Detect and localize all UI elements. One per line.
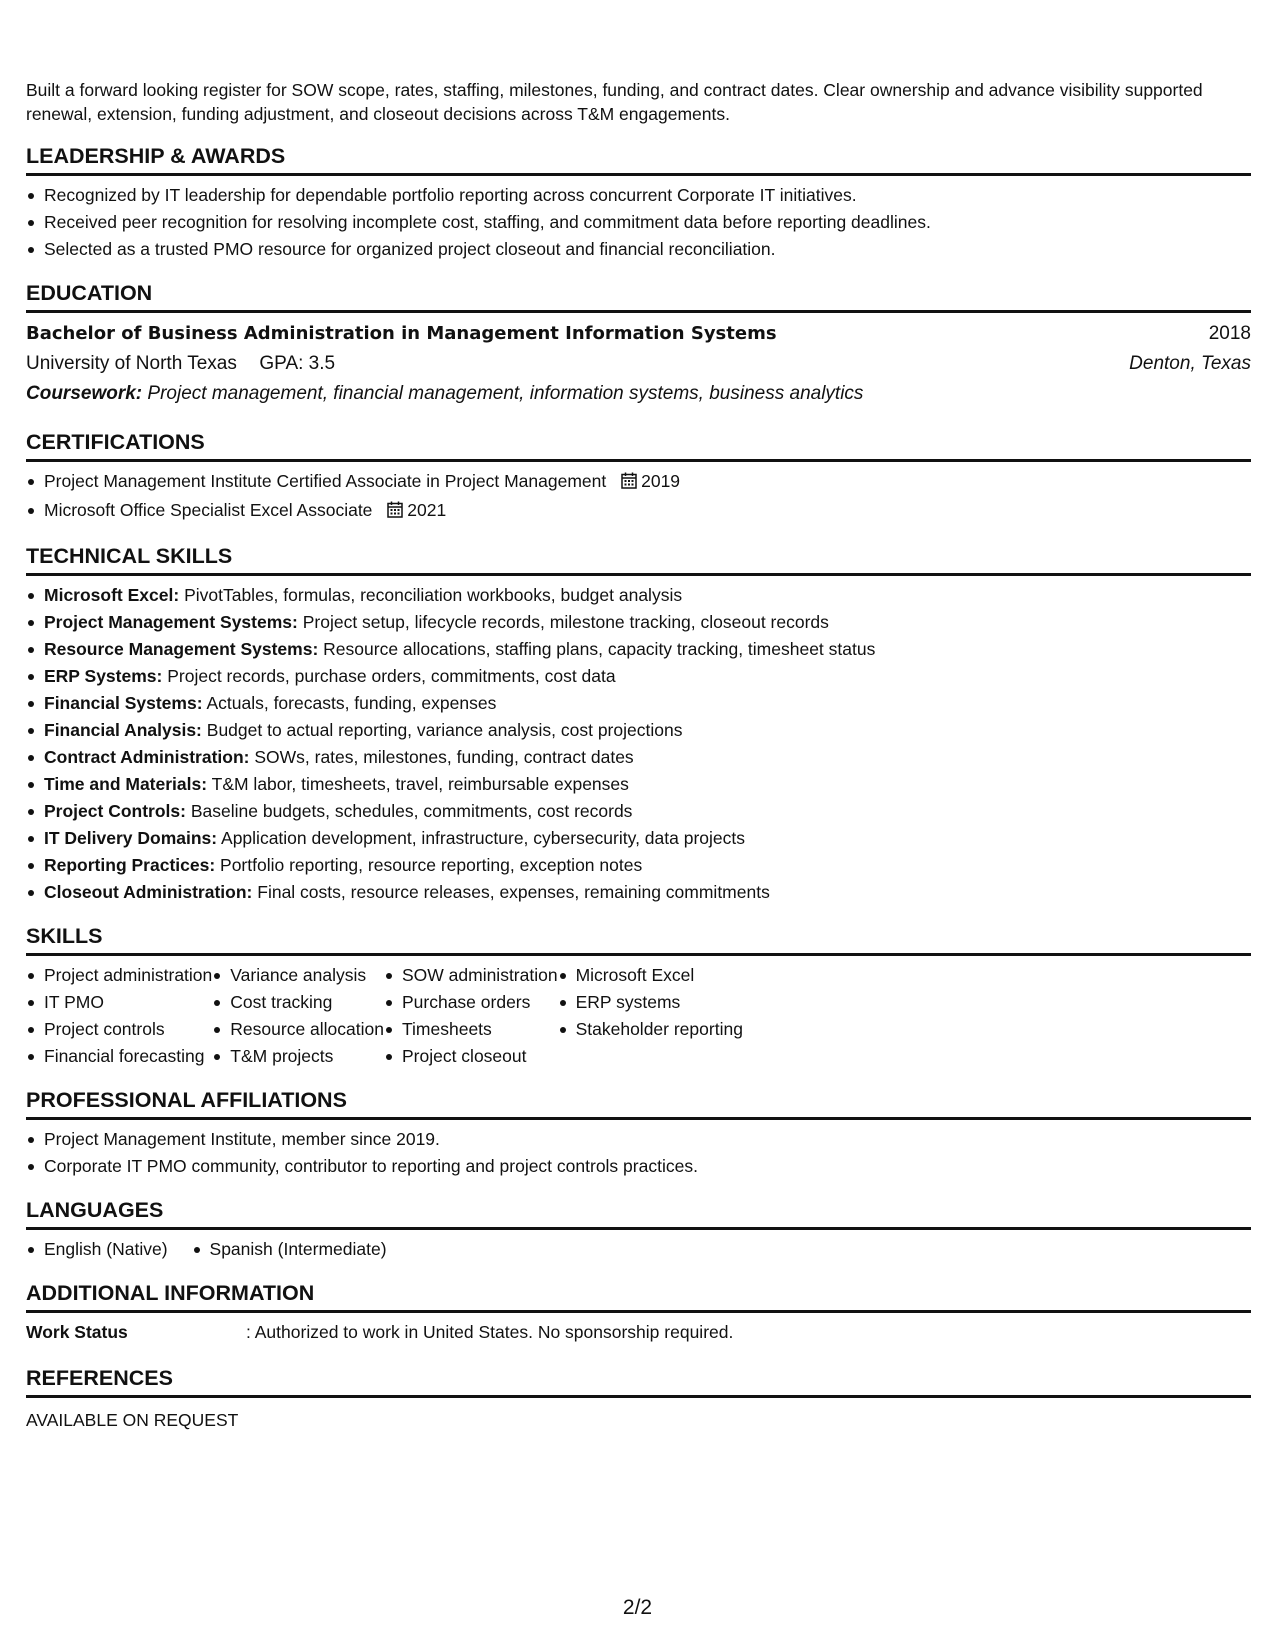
skills-grid (26, 962, 1251, 1070)
school-name: University of North Texas (26, 353, 237, 374)
list-item: English (Native) (26, 1236, 168, 1263)
list-item: Stakeholder reporting (558, 1016, 743, 1043)
section-heading: SKILLS (26, 923, 1251, 956)
list-item (26, 663, 1251, 690)
school-location: Denton, Texas (1129, 353, 1251, 374)
calendar-icon (387, 499, 403, 526)
skill-label: Project Controls: (44, 801, 186, 821)
graduation-year: 2018 (1208, 323, 1251, 344)
list-item: Cost tracking (212, 989, 384, 1016)
section-heading: TECHNICAL SKILLS (26, 543, 1251, 576)
calendar-icon (621, 470, 637, 497)
list-item: Financial forecasting (26, 1043, 212, 1070)
list-item: Corporate IT PMO community, contributor to reporting and project controls practices. (26, 1153, 1251, 1180)
skill-label: Contract Administration: (44, 747, 250, 767)
languages-list (26, 1236, 1251, 1263)
skill-label: Time and Materials: (44, 774, 208, 794)
list-item (26, 852, 1251, 879)
list-item: ERP systems (558, 989, 743, 1016)
coursework-label: Coursework: (26, 383, 143, 404)
list-item: Project administration (26, 962, 212, 989)
work-status-row (26, 1319, 1251, 1345)
section-heading: PROFESSIONAL AFFILIATIONS (26, 1087, 1251, 1120)
list-item (26, 771, 1251, 798)
coursework-text: Project management, financial management, information systems, business analytics (147, 383, 864, 404)
skill-label: Resource Management Systems: (44, 639, 319, 659)
certification-name: Microsoft Office Specialist Excel Associate (44, 500, 373, 520)
list-item (26, 690, 1251, 717)
certification-name: Project Management Institute Certified Associate in Project Management (44, 471, 607, 491)
list-item: IT PMO (26, 989, 212, 1016)
skill-text: Resource allocations, staffing plans, capacity tracking, timesheet status (323, 639, 876, 659)
list-item (26, 497, 1251, 526)
section-heading: CERTIFICATIONS (26, 429, 1251, 462)
technical-skills-list (26, 582, 1251, 906)
skills-column (558, 962, 743, 1070)
skill-label: Reporting Practices: (44, 855, 216, 875)
technical-skills-section (26, 543, 1251, 906)
list-item: Project controls (26, 1016, 212, 1043)
list-item (26, 798, 1251, 825)
list-item: Microsoft Excel (558, 962, 743, 989)
list-item (26, 468, 1251, 497)
section-heading: ADDITIONAL INFORMATION (26, 1280, 1251, 1313)
list-item: Timesheets (384, 1016, 558, 1043)
skill-label: Financial Analysis: (44, 720, 202, 740)
list-item: Resource allocation (212, 1016, 384, 1043)
list-item (26, 825, 1251, 852)
skill-label: Microsoft Excel: (44, 585, 180, 605)
list-item (26, 744, 1251, 771)
skill-text: Actuals, forecasts, funding, expenses (206, 693, 497, 713)
certification-year: 2019 (641, 471, 681, 491)
intro-paragraph: Built a forward looking register for SOW scope, rates, staffing, milestones, funding, and contract dates. Clear ownership and advance visibility supported renewal, extension, funding adjustment, and closeout decisions across T&M engagements. (26, 80, 1203, 124)
languages-section (26, 1197, 1251, 1263)
list-item: T&M projects (212, 1043, 384, 1070)
skill-text: Baseline budgets, schedules, commitments, cost records (190, 801, 633, 821)
work-status-value: : Authorized to work in United States. No sponsorship required. (246, 1322, 734, 1342)
list-item: Received peer recognition for resolving incomplete cost, staffing, and commitment data before reporting deadlines. (26, 209, 1251, 236)
list-item: SOW administration (384, 962, 558, 989)
certifications-list (26, 468, 1251, 526)
page-number: 2/2 (622, 1596, 653, 1619)
skill-text: SOWs, rates, milestones, funding, contract dates (254, 747, 634, 767)
skill-text: Application development, infrastructure, cybersecurity, data projects (221, 828, 745, 848)
skills-column (26, 962, 212, 1070)
skill-text: Project records, purchase orders, commitments, cost data (167, 666, 616, 686)
skill-text: Final costs, resource releases, expenses, remaining commitments (257, 882, 770, 902)
coursework (26, 379, 1251, 409)
list-item: Spanish (Intermediate) (192, 1236, 387, 1263)
affiliations-section (26, 1087, 1251, 1180)
list-item (26, 879, 1251, 906)
list-item: Project closeout (384, 1043, 558, 1070)
skill-label: Project Management Systems: (44, 612, 298, 632)
list-item: Purchase orders (384, 989, 558, 1016)
skills-column (384, 962, 558, 1070)
references-section (26, 1365, 1251, 1432)
skill-text: Project setup, lifecycle records, milestone tracking, closeout records (302, 612, 829, 632)
degree-title: Bachelor of Business Administration in Management Information Systems (26, 323, 777, 344)
skill-label: Closeout Administration: (44, 882, 253, 902)
skills-column (212, 962, 384, 1070)
list-item: Recognized by IT leadership for dependable portfolio reporting across concurrent Corporate IT initiatives. (26, 182, 1251, 209)
skill-label: Financial Systems: (44, 693, 203, 713)
section-heading: LEADERSHIP & AWARDS (26, 143, 1251, 176)
section-heading: REFERENCES (26, 1365, 1251, 1398)
skill-label: IT Delivery Domains: (44, 828, 218, 848)
affiliations-list (26, 1126, 1251, 1180)
gpa: GPA: 3.5 (259, 353, 336, 374)
skill-text: PivotTables, formulas, reconciliation workbooks, budget analysis (184, 585, 683, 605)
skills-section (26, 923, 1251, 1070)
skill-label: ERP Systems: (44, 666, 163, 686)
resume-page (26, 78, 1251, 1432)
skill-text: Portfolio reporting, resource reporting, exception notes (220, 855, 643, 875)
leadership-section (26, 143, 1251, 263)
references-text: AVAILABLE ON REQUEST (26, 1410, 239, 1430)
education-section (26, 280, 1251, 409)
skill-text: Budget to actual reporting, variance analysis, cost projections (206, 720, 683, 740)
section-heading: LANGUAGES (26, 1197, 1251, 1230)
additional-info-section (26, 1280, 1251, 1345)
list-item: Variance analysis (212, 962, 384, 989)
list-item: Selected as a trusted PMO resource for organized project closeout and financial reconciliation. (26, 236, 1251, 263)
certifications-section (26, 429, 1251, 526)
list-item (26, 636, 1251, 663)
list-item (26, 717, 1251, 744)
work-status-label: Work Status (26, 1322, 128, 1342)
leadership-list (26, 182, 1251, 263)
list-item (26, 582, 1251, 609)
list-item (26, 609, 1251, 636)
skill-text: T&M labor, timesheets, travel, reimbursable expenses (211, 774, 629, 794)
certification-year: 2021 (407, 500, 447, 520)
section-heading: EDUCATION (26, 280, 1251, 313)
list-item: Project Management Institute, member since 2019. (26, 1126, 1251, 1153)
